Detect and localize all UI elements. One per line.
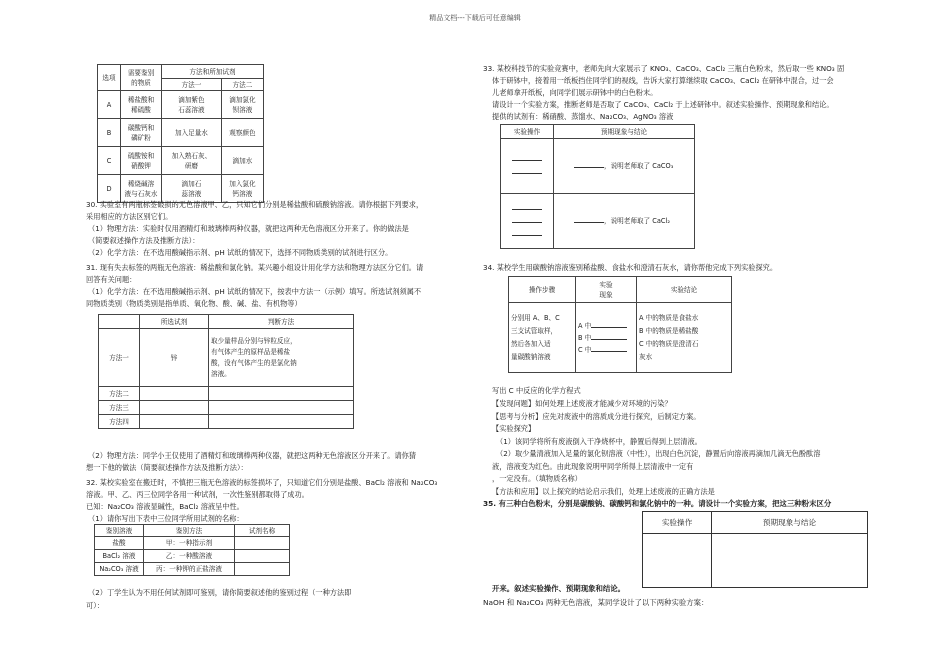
reagent-input[interactable] [140, 401, 209, 415]
q34-line3: 【发现问题】如何处理上述废液才能减少对环境的污染？ [492, 399, 672, 408]
reagent-cell: 锌 [140, 329, 209, 387]
table-row [501, 194, 695, 249]
q30-line2: 采用相应的方法区别它们。 [86, 212, 173, 221]
operation-input[interactable] [501, 194, 554, 249]
q34-line9: ，一定没有。（填物质名称） [492, 474, 582, 483]
conclusion-cacl2: ，说明老师取了 CaCl₂ [604, 217, 670, 225]
conclusion-header: 实验结论 [637, 277, 732, 303]
q33-line3: 儿老师拿开纸板，向同学们展示研钵中的白色粉末。 [492, 88, 658, 97]
q34-line7: （2）取少量清液加入足量的氯化钡溶液（中性），出现白色沉淀，静置后向溶液再滴加几滴无色酚酞溶 [496, 449, 821, 458]
method-label: 方法三 [99, 401, 140, 415]
items-cell: 碳酸钙和 磷矿粉 [121, 119, 162, 147]
method-label: 方法一 [99, 329, 140, 387]
option-cell: B [98, 119, 121, 147]
phenomenon-cell [576, 303, 637, 373]
judge-header: 判断方法 [209, 315, 354, 329]
phenomenon-a-label: A 中 [578, 321, 592, 330]
reagent-identification-table [97, 64, 264, 203]
reagent-name-header: 试剂名称 [235, 525, 290, 537]
items-cell: 稀烧碱溶 液与石灰水 [121, 175, 162, 203]
conclusion-cell: A 中的物质是食盐水 B 中的物质是稀盐酸 C 中的物质是澄清石 灰水 [637, 303, 732, 373]
method-label: 方法四 [99, 415, 140, 429]
table-row [95, 563, 290, 576]
solution-header: 鉴别溶液 [95, 525, 144, 537]
three-powder-table [642, 511, 868, 588]
q33-line4: 请设计一个实验方案，推断老师是否取了 CaCO₃、CaCl₂ 于上述研钵中。叙述实验操作、预期现象和结论。 [492, 100, 834, 109]
q31-line6: 想一下他的做法（简要叙述操作方法及推断方法）： [86, 463, 248, 472]
method-header: 鉴别方法 [144, 525, 235, 537]
judge-input[interactable] [209, 387, 354, 401]
reagent-name-input[interactable] [235, 550, 290, 563]
q34-line2: 写出 C 中反应的化学方程式 [492, 386, 581, 395]
q31-line2: 回答有关问题： [86, 275, 137, 284]
method-cell: 丙：一种钾的正盐溶液 [144, 563, 235, 576]
method-label: 方法二 [99, 387, 140, 401]
q34-line6: （1）该同学将所有废液倒入干净烧杯中，静置后得到上层清液。 [496, 437, 702, 446]
phenomenon-header: 实验 现象 [576, 277, 637, 303]
q31-line4: 同物质类别（物质类别是指单质、氧化物、酸、碱、盐、有机物等） [86, 299, 302, 308]
method1-cell: 加入足量水 [162, 119, 222, 147]
method1-cell: 加入熟石灰、 研磨 [162, 147, 222, 175]
reagent-name-input[interactable] [235, 537, 290, 550]
q32-line6: 可）： [86, 601, 104, 610]
expectation-header: 预期现象与结论 [554, 125, 695, 139]
q35-line1: 35. 有三种白色粉末，分别是碳酸钠、碳酸钙和氯化钠中的一种。请设计一个实验方案，把这三种粉末区分 [483, 499, 832, 508]
q33-line5: 提供的试剂有：稀硝酸、蒸馏水、Na₂CO₃、AgNO₃ 溶液 [492, 112, 674, 121]
q30-line4: （简要叙述操作方法及推断方法）： [88, 236, 200, 245]
q30-line5: （2）化学方法：在不选用酸碱指示剂、pH 试纸的情况下，选择不同物质类别的试剂进行区分。 [88, 248, 393, 257]
method2-cell: 加入氯化 钙溶液 [221, 175, 263, 203]
operation-header: 实验操作 [643, 512, 712, 534]
table-row [95, 550, 290, 563]
reagent-header: 所选试剂 [140, 315, 209, 329]
method1-cell: 滴加石 蕊溶液 [162, 175, 222, 203]
solution-cell: BaCl₂ 溶液 [95, 550, 144, 563]
q34-line1: 34. 某校学生用碳酸钠溶液鉴别稀盐酸、食盐水和澄清石灰水，请你帮他完成下列实验探究。 [483, 263, 778, 272]
q34-line8: 液，溶液变为红色。由此现象说明甲同学所得上层清液中一定有 [492, 462, 694, 471]
reagent-input[interactable] [140, 415, 209, 429]
solution-identification-table [94, 524, 290, 576]
option-cell: C [98, 147, 121, 175]
solution-cell: Na₂CO₃ 溶液 [95, 563, 144, 576]
table-row [509, 303, 732, 373]
operation-input[interactable] [501, 139, 554, 194]
table-row [99, 329, 354, 387]
expectation-header: 预期现象与结论 [712, 512, 868, 534]
table-row [98, 119, 264, 147]
phenomenon-c-input[interactable] [591, 345, 627, 352]
option-cell: D [98, 175, 121, 203]
table-row [99, 401, 354, 415]
q33-line2: 体于研钵中，接着用一纸板挡住同学们的视线，告诉大家打算继续取 CaCO₃、CaCl₂ 在研钵中混合，过一会 [492, 76, 834, 85]
phenomenon-b-label: B 中 [578, 333, 592, 342]
method-comparison-table [98, 314, 354, 429]
col-methods-header: 方法和所加试剂 [162, 65, 264, 79]
col-method1-header: 方法一 [162, 79, 222, 91]
q30-line3: （1）物理方法：实验时仅用酒精灯和玻璃棒两种仪器，就把这两种无色溶液区分开来了。你的做法是 [88, 224, 409, 233]
table-row [95, 537, 290, 550]
col-option-header: 选项 [98, 65, 121, 91]
method-cell: 甲：一种指示剂 [144, 537, 235, 550]
q34-line5: 【实验探究】 [492, 424, 536, 433]
expectation-cell [554, 139, 695, 194]
method2-cell: 滴加水 [221, 147, 263, 175]
q34-line10: 【方法和应用】以上探究的结论启示我们，处理上述废液的正确方法是 [492, 487, 715, 496]
blank-header [99, 315, 140, 329]
step-cell: 分别用 A、B、C 三支试管取样， 然后各加入适 量碳酸钠溶液 [509, 303, 576, 373]
table-row [99, 415, 354, 429]
q32-line1: 32. 某校实验室在搬迁时，不慎把三瓶无色溶液的标签损坏了，只知道它们分别是盐酸、BaCl₂ 溶液和 Na₂CO₃ [86, 478, 438, 487]
page-header: 精品文档---下载后可任意编辑 [429, 14, 521, 22]
conclusion-caco3: ，说明老师取了 CaCO₃ [604, 162, 674, 170]
table-row [98, 91, 264, 119]
method2-cell: 观察颜色 [221, 119, 263, 147]
reagent-name-input[interactable] [235, 563, 290, 576]
judge-input[interactable] [209, 401, 354, 415]
expectation-cell [554, 194, 695, 249]
items-cell: 硫酸铵和 硝酸钾 [121, 147, 162, 175]
table-row [99, 387, 354, 401]
q32-line5: （2）丁学生认为不用任何试剂即可鉴别，请你简要叙述他的鉴别过程（一种方法即 [88, 588, 352, 597]
col-method2-header: 方法二 [221, 79, 263, 91]
q31-line3: （1）化学方法：在不选用酸碱指示剂、pH 试纸的情况下，按表中方法一（示例）填写。所选试剂须属不 [88, 287, 422, 296]
method2-cell: 滴加氯化 钡溶液 [221, 91, 263, 119]
phenomenon-c-label: C 中 [578, 345, 592, 354]
q34-line4: 【思考与分析】应先对废液中的溶质成分进行探究，后制定方案。 [492, 412, 701, 421]
option-cell: A [98, 91, 121, 119]
method1-cell: 滴加紫色 石蕊溶液 [162, 91, 222, 119]
reagent-input[interactable] [140, 387, 209, 401]
items-cell: 稀盐酸和 稀硫酸 [121, 91, 162, 119]
phenomenon-a-input[interactable] [591, 321, 627, 328]
method-cell: 乙：一种酸溶液 [144, 550, 235, 563]
sodium-carbonate-test-table [508, 276, 732, 373]
q32-line2: 溶液。甲、乙、丙三位同学各用一种试剂，一次性鉴别都取得了成功。 [86, 490, 309, 499]
operation-header: 实验操作 [501, 125, 554, 139]
q35-line2: 开来。叙述实验操作、预期现象和结论。 [492, 584, 626, 593]
q35-line3: NaOH 和 Na₂CO₃ 两种无色溶液，某同学设计了以下两种实验方案： [483, 598, 709, 607]
operation-input[interactable] [643, 534, 712, 588]
col-items-header: 需要鉴别 的物质 [121, 65, 162, 91]
q30-line1: 30. 实验室有两瓶标签破损的无色溶液甲、乙，只知它们分别是稀盐酸和硫酸钠溶液。请你根据下列要求， [86, 200, 424, 209]
expectation-input[interactable] [712, 534, 868, 588]
judge-cell: 取少量样品分别与锌粒反应， 有气体产生的原样品是稀盐 酸，没有气体产生的是氯化钠 溶液。 [209, 329, 354, 387]
table-row [643, 534, 868, 588]
step-header: 操作步骤 [509, 277, 576, 303]
judge-input[interactable] [209, 415, 354, 429]
q32-line4: （1）请你写出下表中三位同学所用试剂的名称： [88, 514, 244, 523]
q31-line5: （2）物理方法：同学小王仅使用了酒精灯和玻璃棒两种仪器，就把这两种无色溶液区分开来了。请你猜 [88, 451, 417, 460]
experiment-design-table [500, 124, 695, 249]
q32-line3: 已知：Na₂CO₃ 溶液显碱性，BaCl₂ 溶液呈中性。 [86, 502, 244, 511]
phenomenon-b-input[interactable] [591, 333, 627, 340]
solution-cell: 盐酸 [95, 537, 144, 550]
q31-line1: 31. 现有失去标签的两瓶无色溶液：稀盐酸和氯化钠。某兴趣小组设计用化学方法和物理方法区分它们。请 [86, 263, 424, 272]
table-row [501, 139, 695, 194]
q33-line1: 33. 某校科技节的实验竞赛中，老师先向大家展示了 KNO₃、CaCO₃、CaCl₂ 三瓶白色粉末，然后取一些 KNO₃ 固 [483, 64, 845, 73]
table-row [98, 147, 264, 175]
